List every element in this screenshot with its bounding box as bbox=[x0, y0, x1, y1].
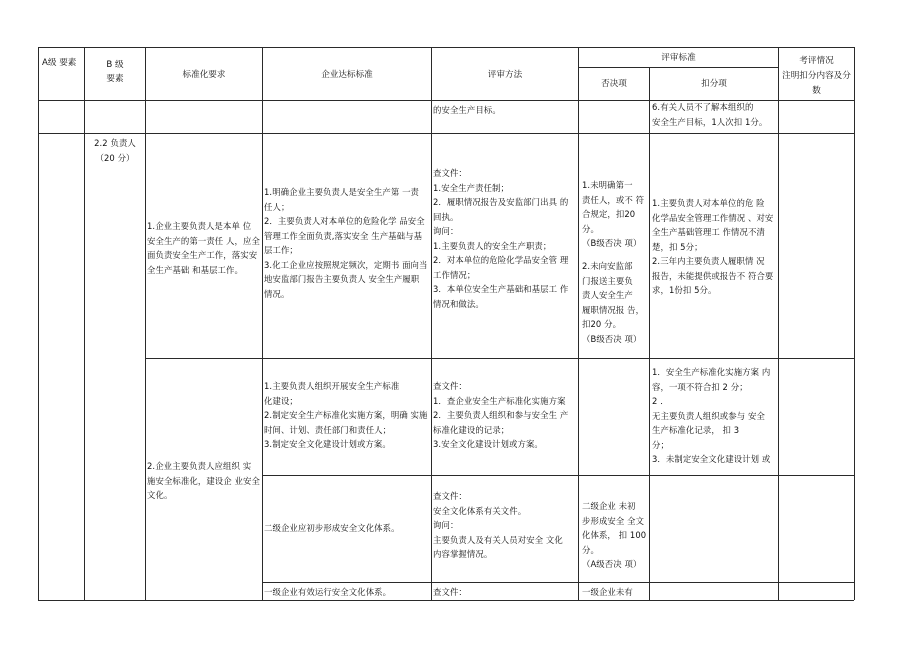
rule-r3-bottom bbox=[262, 582, 854, 583]
table-border-right bbox=[854, 47, 855, 600]
r2-enterprise-std: 1.主要负责人组织开展安全生产标准 化建设； 2.制定安全生产标准化实施方案，明确 实施 时间、计划、责任部门和责任人； 3.制定安全文化建设计划或方案。 bbox=[264, 381, 428, 449]
r1-veto-1: 1.未明确第一 责任人，或不 符 合规定，扣20分。 （B级否决 项） bbox=[582, 180, 645, 248]
b-element-2-2: 2.2 负责人 （20 分） bbox=[94, 138, 136, 163]
rule-review-sub bbox=[578, 67, 778, 68]
cont-deduct: 6.有关人员不了解本组织的 安全生产目标，1人次扣 1分。 bbox=[652, 102, 768, 127]
r1-deduct: 1.主要负责人对本单位的危 险 化学品安全管理工作情况 、对安 全生产基础管理工 作情况不清 楚，扣 5分； 2.三年内主要负责人履职情 况 报告，未能提供或报告不 符合要 求，1份扣 5分。 bbox=[652, 198, 774, 295]
rule-r1-bottom bbox=[145, 358, 854, 359]
col-rule-7 bbox=[778, 47, 779, 600]
r1-enterprise-std: 1.明确企业主要负责人是安全生产第 一责 任人； 2．主要负责人对本单位的危险化学 品安全 管理工作全面负责,落实安全 生产基础与基 层工作； 3.化工企业应按照规定频次，定期书 面向当 地安监部门报告主要负责人 安全生产履职 情况。 bbox=[264, 187, 428, 299]
r4-enterprise-std: 一级企业有效运行安全文化体系。 bbox=[264, 587, 392, 597]
r4-veto: 一级企业未有 bbox=[582, 587, 633, 597]
r1-veto-2: 2.未向安监部 门报送主要负 责人安全生产 履职情况报 告， 扣20 分。 （B级否决 项） bbox=[582, 261, 645, 344]
cont-method: 的安全生产目标。 bbox=[433, 105, 501, 115]
table-border-top bbox=[38, 47, 854, 48]
col-rule-3 bbox=[262, 47, 263, 600]
r3-enterprise-std: 二级企业应初步形成安全文化体系。 bbox=[264, 523, 400, 533]
col-rule-5 bbox=[578, 47, 579, 600]
header-b-level: B 级 要素 bbox=[106, 60, 124, 84]
col-rule-4 bbox=[431, 47, 432, 600]
col-rule-1 bbox=[84, 47, 85, 600]
r2-deduct: 1．安全生产标准化实施方案 内 容，一项不符合扣 2 分； 2 ． 无主要负责人组织或参与 安全 生产标准化记录， 扣 3 分； 3．未制定安全文化建设计划 或 bbox=[652, 367, 771, 464]
header-method: 评审方法 bbox=[487, 70, 523, 80]
header-ent-std: 企业达标标准 bbox=[321, 70, 373, 80]
header-a-level: A级 要素 bbox=[42, 58, 77, 68]
header-std-req: 标准化要求 bbox=[182, 70, 226, 80]
r3-method: 查文件： 安全文化体系有关文件。 询问： 主要负责人及有关人员对安全 文化 内容掌握情况。 bbox=[433, 491, 563, 559]
r1-method: 查文件： 1.安全生产责任制； 2．履职情况报告及安监部门出具 的 回执。 询问： 1.主要负责人的安全生产职责； 2．对本单位的危险化学品安全管 理 工作情况； 3．本单位安全生产基础和基层工 作 情况和做法。 bbox=[433, 168, 569, 309]
col-rule-0 bbox=[38, 47, 39, 600]
r1-requirement: 1.企业主要负责人是本单 位 安全生产的第一责任 人，应全 面负责安全生产工作，落实安 全生产基础 和基层工作。 bbox=[147, 221, 260, 275]
r2-requirement: 2.企业主要负责人应组织 实 施安全标准化，建设企 业安全 文化。 bbox=[147, 461, 260, 500]
rule-r2-bottom bbox=[262, 475, 854, 476]
r2-method: 查文件： 1．查企业安全生产标准化实施方案 2．主要负责人组织和参与安全生 产 标准化建设的记录； 3.安全文化建设计划或方案。 bbox=[433, 381, 569, 449]
table-border-bottom bbox=[38, 600, 854, 601]
header-review-std: 评审标准 bbox=[661, 53, 696, 63]
col-rule-2 bbox=[145, 47, 146, 600]
header-remark: 考评情况 注明扣分内容及分 数 bbox=[782, 56, 851, 96]
header-deduct: 扣分项 bbox=[701, 79, 727, 89]
header-veto: 否决项 bbox=[601, 79, 627, 89]
r4-method: 查文件： bbox=[433, 587, 467, 597]
r3-veto: 二级企业 未初 步形成安全 全文 化体系， 扣 100 分。 （A级否决 项） bbox=[582, 501, 647, 569]
rule-cont-bottom bbox=[38, 133, 854, 134]
